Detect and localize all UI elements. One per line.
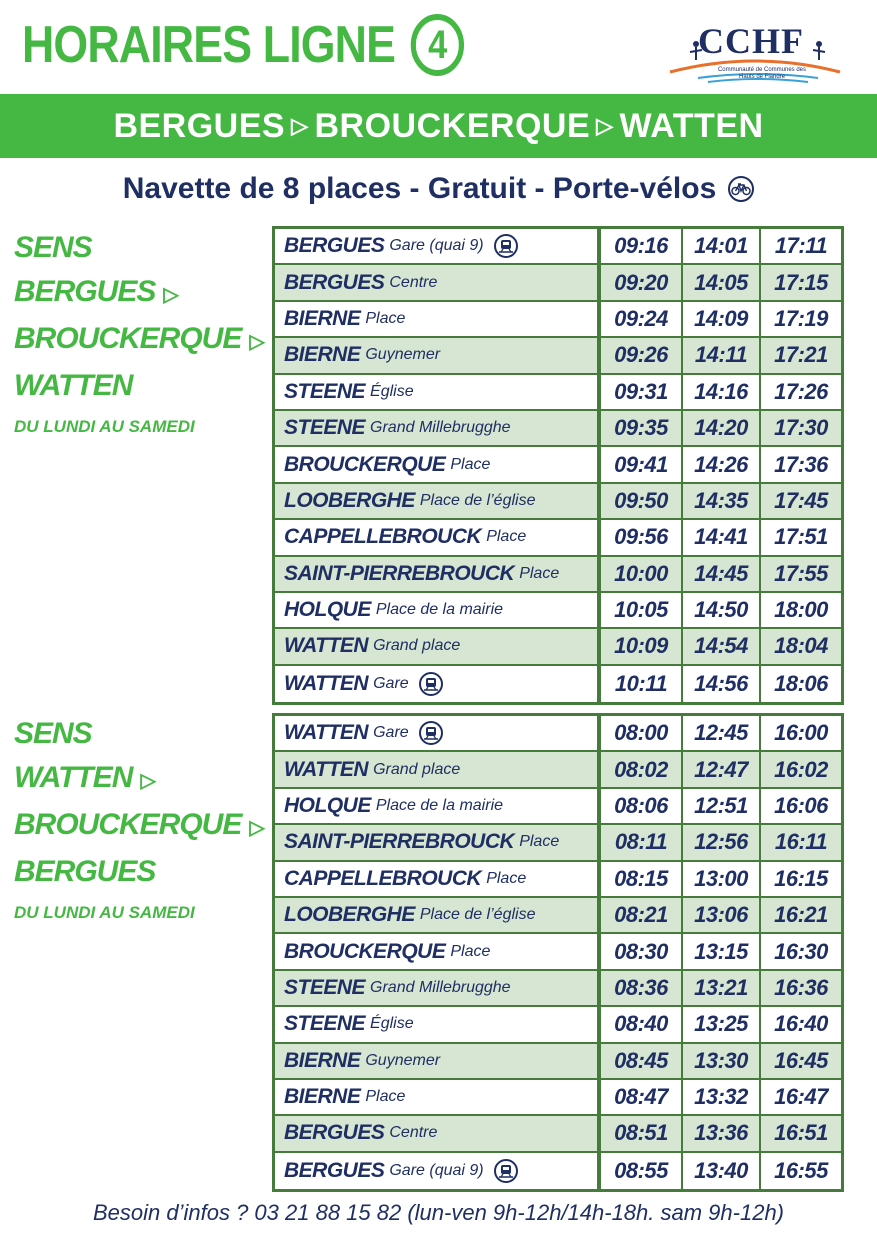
table-row — [275, 789, 841, 825]
departure-time: 18:00 — [761, 593, 841, 629]
departure-time: 14:54 — [683, 629, 761, 665]
stop-name: BROUCKERQUE — [284, 939, 446, 963]
stop-name: WATTEN — [284, 757, 369, 781]
stop-name: HOLQUE — [284, 598, 371, 622]
stop-cell — [275, 1044, 601, 1080]
stop-name: BERGUES — [284, 270, 385, 294]
table-row — [275, 862, 841, 898]
table-row — [275, 752, 841, 788]
stop-cell — [275, 302, 601, 338]
departure-time: 09:16 — [601, 229, 683, 265]
departure-time: 09:24 — [601, 302, 683, 338]
table-row — [275, 1116, 841, 1152]
stop-cell — [275, 1116, 601, 1152]
departure-time: 08:15 — [601, 862, 683, 898]
stop-cell — [275, 265, 601, 301]
table-row — [275, 302, 841, 338]
triangle-right-icon: ▷ — [249, 817, 264, 839]
direction-label-line: SENS — [14, 231, 92, 264]
stop-detail: Grand place — [373, 637, 461, 655]
departure-time: 10:05 — [601, 593, 683, 629]
departure-time: 16:06 — [761, 789, 841, 825]
departure-time: 13:40 — [683, 1153, 761, 1189]
table-row — [275, 1007, 841, 1043]
stop-detail: Place — [450, 455, 491, 473]
stop-cell — [275, 716, 601, 752]
departure-time: 17:30 — [761, 411, 841, 447]
days-label: DU LUNDI AU SAMEDI — [14, 417, 195, 436]
stop-name: CAPPELLEBROUCK — [284, 866, 482, 890]
stop-detail: Église — [370, 382, 414, 400]
departure-time: 13:36 — [683, 1116, 761, 1152]
stop-detail: Place de la mairie — [375, 601, 504, 619]
table-row — [275, 716, 841, 752]
stop-detail: Gare — [373, 674, 409, 692]
info-footer: Besoin d’infos ? 03 21 88 15 82 (lun-ven 9h-12h/14h-18h. sam 9h-12h) — [92, 1200, 785, 1225]
stop-cell — [275, 1153, 601, 1189]
departure-time: 16:51 — [761, 1116, 841, 1152]
stop-name: WATTEN — [284, 634, 369, 658]
departure-time: 12:56 — [683, 825, 761, 861]
stop-detail: Place — [519, 564, 560, 582]
departure-time: 13:25 — [683, 1007, 761, 1043]
departure-time: 14:50 — [683, 593, 761, 629]
table-row — [275, 265, 841, 301]
direction-label-line: WATTEN ▷ — [14, 761, 155, 794]
departure-time: 18:04 — [761, 629, 841, 665]
departure-time: 10:00 — [601, 557, 683, 593]
stop-name: BIERNE — [284, 1085, 361, 1109]
stop-detail: Place — [365, 1088, 406, 1106]
direction-label-line: BERGUES — [14, 855, 156, 888]
departure-time: 16:00 — [761, 716, 841, 752]
departure-time: 10:09 — [601, 629, 683, 665]
stop-name: HOLQUE — [284, 793, 371, 817]
stop-detail: Place — [486, 869, 527, 887]
bicycle-icon — [728, 176, 754, 202]
departure-time: 16:02 — [761, 752, 841, 788]
table-row — [275, 411, 841, 447]
stop-name: CAPPELLEBROUCK — [284, 525, 482, 549]
stop-detail: Place — [450, 942, 491, 960]
departure-time: 16:11 — [761, 825, 841, 861]
stop-detail: Gare — [373, 724, 409, 742]
departure-time: 16:55 — [774, 1157, 828, 1183]
stop-detail: Gare (quai 9) — [389, 237, 484, 255]
stop-cell — [275, 593, 601, 629]
departure-time: 14:16 — [683, 375, 761, 411]
stop-detail: Centre — [389, 273, 438, 291]
departure-time: 16:15 — [761, 862, 841, 898]
departure-time: 14:35 — [683, 484, 761, 520]
table-row — [275, 229, 841, 265]
service-subtitle — [0, 172, 877, 206]
table-row — [275, 1044, 841, 1080]
stop-cell — [275, 447, 601, 483]
stop-cell — [275, 825, 601, 861]
departure-time: 13:15 — [683, 934, 761, 970]
stop-cell — [275, 375, 601, 411]
departure-time: 17:36 — [761, 447, 841, 483]
logo-subtitle: Communauté de Communes des Hauts de Flandre — [717, 67, 807, 80]
stop-cell — [275, 520, 601, 556]
stop-detail: Église — [370, 1015, 414, 1033]
departure-time: 08:00 — [601, 716, 683, 752]
departure-time: 14:56 — [683, 666, 761, 702]
departure-time: 13:30 — [683, 1044, 761, 1080]
departure-time: 08:02 — [601, 752, 683, 788]
triangle-right-icon: ▷ — [140, 770, 155, 792]
table-row — [275, 898, 841, 934]
stop-cell — [275, 934, 601, 970]
stop-detail: Guynemer — [365, 346, 441, 364]
departure-time: 08:47 — [601, 1080, 683, 1116]
departure-time: 14:26 — [683, 447, 761, 483]
stop-name: BROUCKERQUE — [284, 452, 446, 476]
stop-detail: Place — [519, 833, 560, 851]
departure-time: 09:35 — [601, 411, 683, 447]
departure-time: 08:40 — [601, 1007, 683, 1043]
stop-name: SAINT-PIERREBROUCK — [284, 830, 515, 854]
stop-cell — [275, 971, 601, 1007]
departure-time: 14:01 — [683, 229, 761, 265]
banner-stop-2: BROUCKERQUE — [314, 106, 591, 145]
departure-time: 16:47 — [761, 1080, 841, 1116]
departure-time: 16:21 — [761, 898, 841, 934]
stop-name: WATTEN — [284, 721, 369, 745]
table-row — [275, 1080, 841, 1116]
table-row — [275, 447, 841, 483]
train-icon — [419, 721, 443, 745]
departure-time: 17:15 — [761, 265, 841, 301]
direction-label-2 — [14, 712, 264, 926]
departure-time: 16:40 — [761, 1007, 841, 1043]
stop-name: BERGUES — [284, 234, 385, 258]
triangle-right-icon: ▷ — [249, 331, 264, 353]
table-row — [275, 557, 841, 593]
departure-time: 17:51 — [761, 520, 841, 556]
departure-time: 13:06 — [683, 898, 761, 934]
stop-name: STEENE — [284, 379, 366, 403]
table-row — [275, 971, 841, 1007]
stop-detail: Guynemer — [365, 1051, 441, 1069]
departure-time: 14:20 — [683, 411, 761, 447]
table-row — [275, 825, 841, 861]
stop-detail: Place — [365, 309, 406, 327]
departure-time: 09:56 — [601, 520, 683, 556]
stop-detail: Place de la mairie — [375, 796, 504, 814]
departure-time: 14:05 — [683, 265, 761, 301]
departure-time: 17:21 — [761, 338, 841, 374]
stop-detail: Grand Millebrugghe — [370, 419, 511, 437]
days-label: DU LUNDI AU SAMEDI — [14, 903, 195, 922]
stop-cell — [275, 1007, 601, 1043]
stop-detail: Gare (quai 9) — [389, 1161, 484, 1179]
departure-time: 14:11 — [683, 338, 761, 374]
stop-detail: Centre — [389, 1124, 438, 1142]
train-icon — [494, 1159, 518, 1183]
departure-time: 14:45 — [683, 557, 761, 593]
banner-stop-3: WATTEN — [619, 106, 764, 145]
table-row — [275, 520, 841, 556]
direction-label-line: SENS — [14, 717, 92, 750]
stop-cell — [275, 229, 601, 265]
stop-name: BIERNE — [284, 306, 361, 330]
banner-stop-1: BERGUES — [113, 106, 286, 145]
stop-name: BIERNE — [284, 1048, 361, 1072]
departure-time: 09:26 — [601, 338, 683, 374]
departure-time: 13:00 — [683, 862, 761, 898]
timetable-direction-1 — [272, 226, 844, 705]
line-number-badge: 4 — [411, 14, 464, 76]
table-row — [275, 593, 841, 629]
stop-name: BERGUES — [284, 1158, 385, 1182]
departure-time: 12:45 — [683, 716, 761, 752]
stop-name: LOOBERGHE — [284, 488, 415, 512]
stop-detail: Place — [486, 528, 527, 546]
stop-cell — [275, 898, 601, 934]
departure-time: 17:55 — [761, 557, 841, 593]
title-text: HORAIRES LIGNE — [22, 16, 396, 74]
departure-time: 18:06 — [774, 670, 828, 696]
stop-cell — [275, 862, 601, 898]
direction-label-line: BERGUES ▷ — [14, 275, 178, 308]
stop-cell — [275, 1080, 601, 1116]
stop-cell — [275, 666, 601, 702]
departure-time: 08:30 — [601, 934, 683, 970]
triangle-right-icon: ▷ — [163, 284, 178, 306]
departure-time: 17:45 — [761, 484, 841, 520]
subtitle-text: Navette de 8 places - Gratuit - Porte-vélos — [122, 172, 717, 205]
stop-detail: Grand place — [373, 760, 461, 778]
stop-detail: Grand Millebrugghe — [370, 978, 511, 996]
departure-time: 08:11 — [601, 825, 683, 861]
logo-text: CCHF — [698, 21, 804, 61]
timetable-direction-2 — [272, 713, 844, 1192]
triangle-right-icon: ▷ — [291, 113, 309, 138]
table-row — [275, 375, 841, 411]
table-row — [275, 629, 841, 665]
departure-time: 08:06 — [601, 789, 683, 825]
route-banner — [0, 94, 877, 158]
train-icon — [494, 234, 518, 258]
stop-cell — [275, 557, 601, 593]
departure-time: 14:09 — [683, 302, 761, 338]
triangle-right-icon: ▷ — [596, 113, 614, 138]
departure-time: 09:31 — [601, 375, 683, 411]
direction-label-1 — [14, 226, 264, 440]
table-row — [275, 484, 841, 520]
departure-time: 14:41 — [683, 520, 761, 556]
train-icon — [419, 672, 443, 696]
departure-time: 08:45 — [601, 1044, 683, 1080]
direction-label-line: BROUCKERQUE ▷ — [14, 322, 264, 355]
departure-time: 09:20 — [601, 265, 683, 301]
stop-cell — [275, 752, 601, 788]
table-row — [275, 934, 841, 970]
departure-time: 13:32 — [683, 1080, 761, 1116]
stop-name: STEENE — [284, 1012, 366, 1036]
departure-time: 17:11 — [761, 229, 841, 265]
departure-time: 13:21 — [683, 971, 761, 1007]
page-title — [22, 14, 464, 76]
departure-time: 16:45 — [761, 1044, 841, 1080]
stop-name: SAINT-PIERREBROUCK — [284, 561, 515, 585]
departure-time: 12:51 — [683, 789, 761, 825]
table-row — [275, 666, 841, 702]
stop-name: LOOBERGHE — [284, 903, 415, 927]
departure-time: 08:51 — [601, 1116, 683, 1152]
departure-time: 16:36 — [761, 971, 841, 1007]
departure-time: 09:50 — [601, 484, 683, 520]
table-row — [275, 1153, 841, 1189]
table-row — [275, 338, 841, 374]
departure-time: 08:21 — [601, 898, 683, 934]
departure-time: 08:55 — [601, 1153, 683, 1189]
stop-name: WATTEN — [284, 671, 369, 695]
stop-detail: Place de l’église — [419, 491, 536, 509]
departure-time: 17:26 — [761, 375, 841, 411]
stop-name: STEENE — [284, 416, 366, 440]
departure-time: 09:41 — [601, 447, 683, 483]
departure-time: 08:36 — [601, 971, 683, 1007]
departure-time: 12:47 — [683, 752, 761, 788]
stop-name: BERGUES — [284, 1121, 385, 1145]
stop-cell — [275, 338, 601, 374]
direction-label-line: BROUCKERQUE ▷ — [14, 808, 264, 841]
departure-time: 10:11 — [601, 666, 683, 702]
cchf-logo — [668, 20, 843, 90]
departure-time: 16:30 — [761, 934, 841, 970]
stop-cell — [275, 789, 601, 825]
stop-name: BIERNE — [284, 343, 361, 367]
stop-cell — [275, 629, 601, 665]
direction-label-line: WATTEN — [14, 369, 133, 402]
stop-detail: Place de l’église — [419, 906, 536, 924]
departure-time: 17:19 — [761, 302, 841, 338]
stop-cell — [275, 411, 601, 447]
stop-name: STEENE — [284, 975, 366, 999]
stop-cell — [275, 484, 601, 520]
